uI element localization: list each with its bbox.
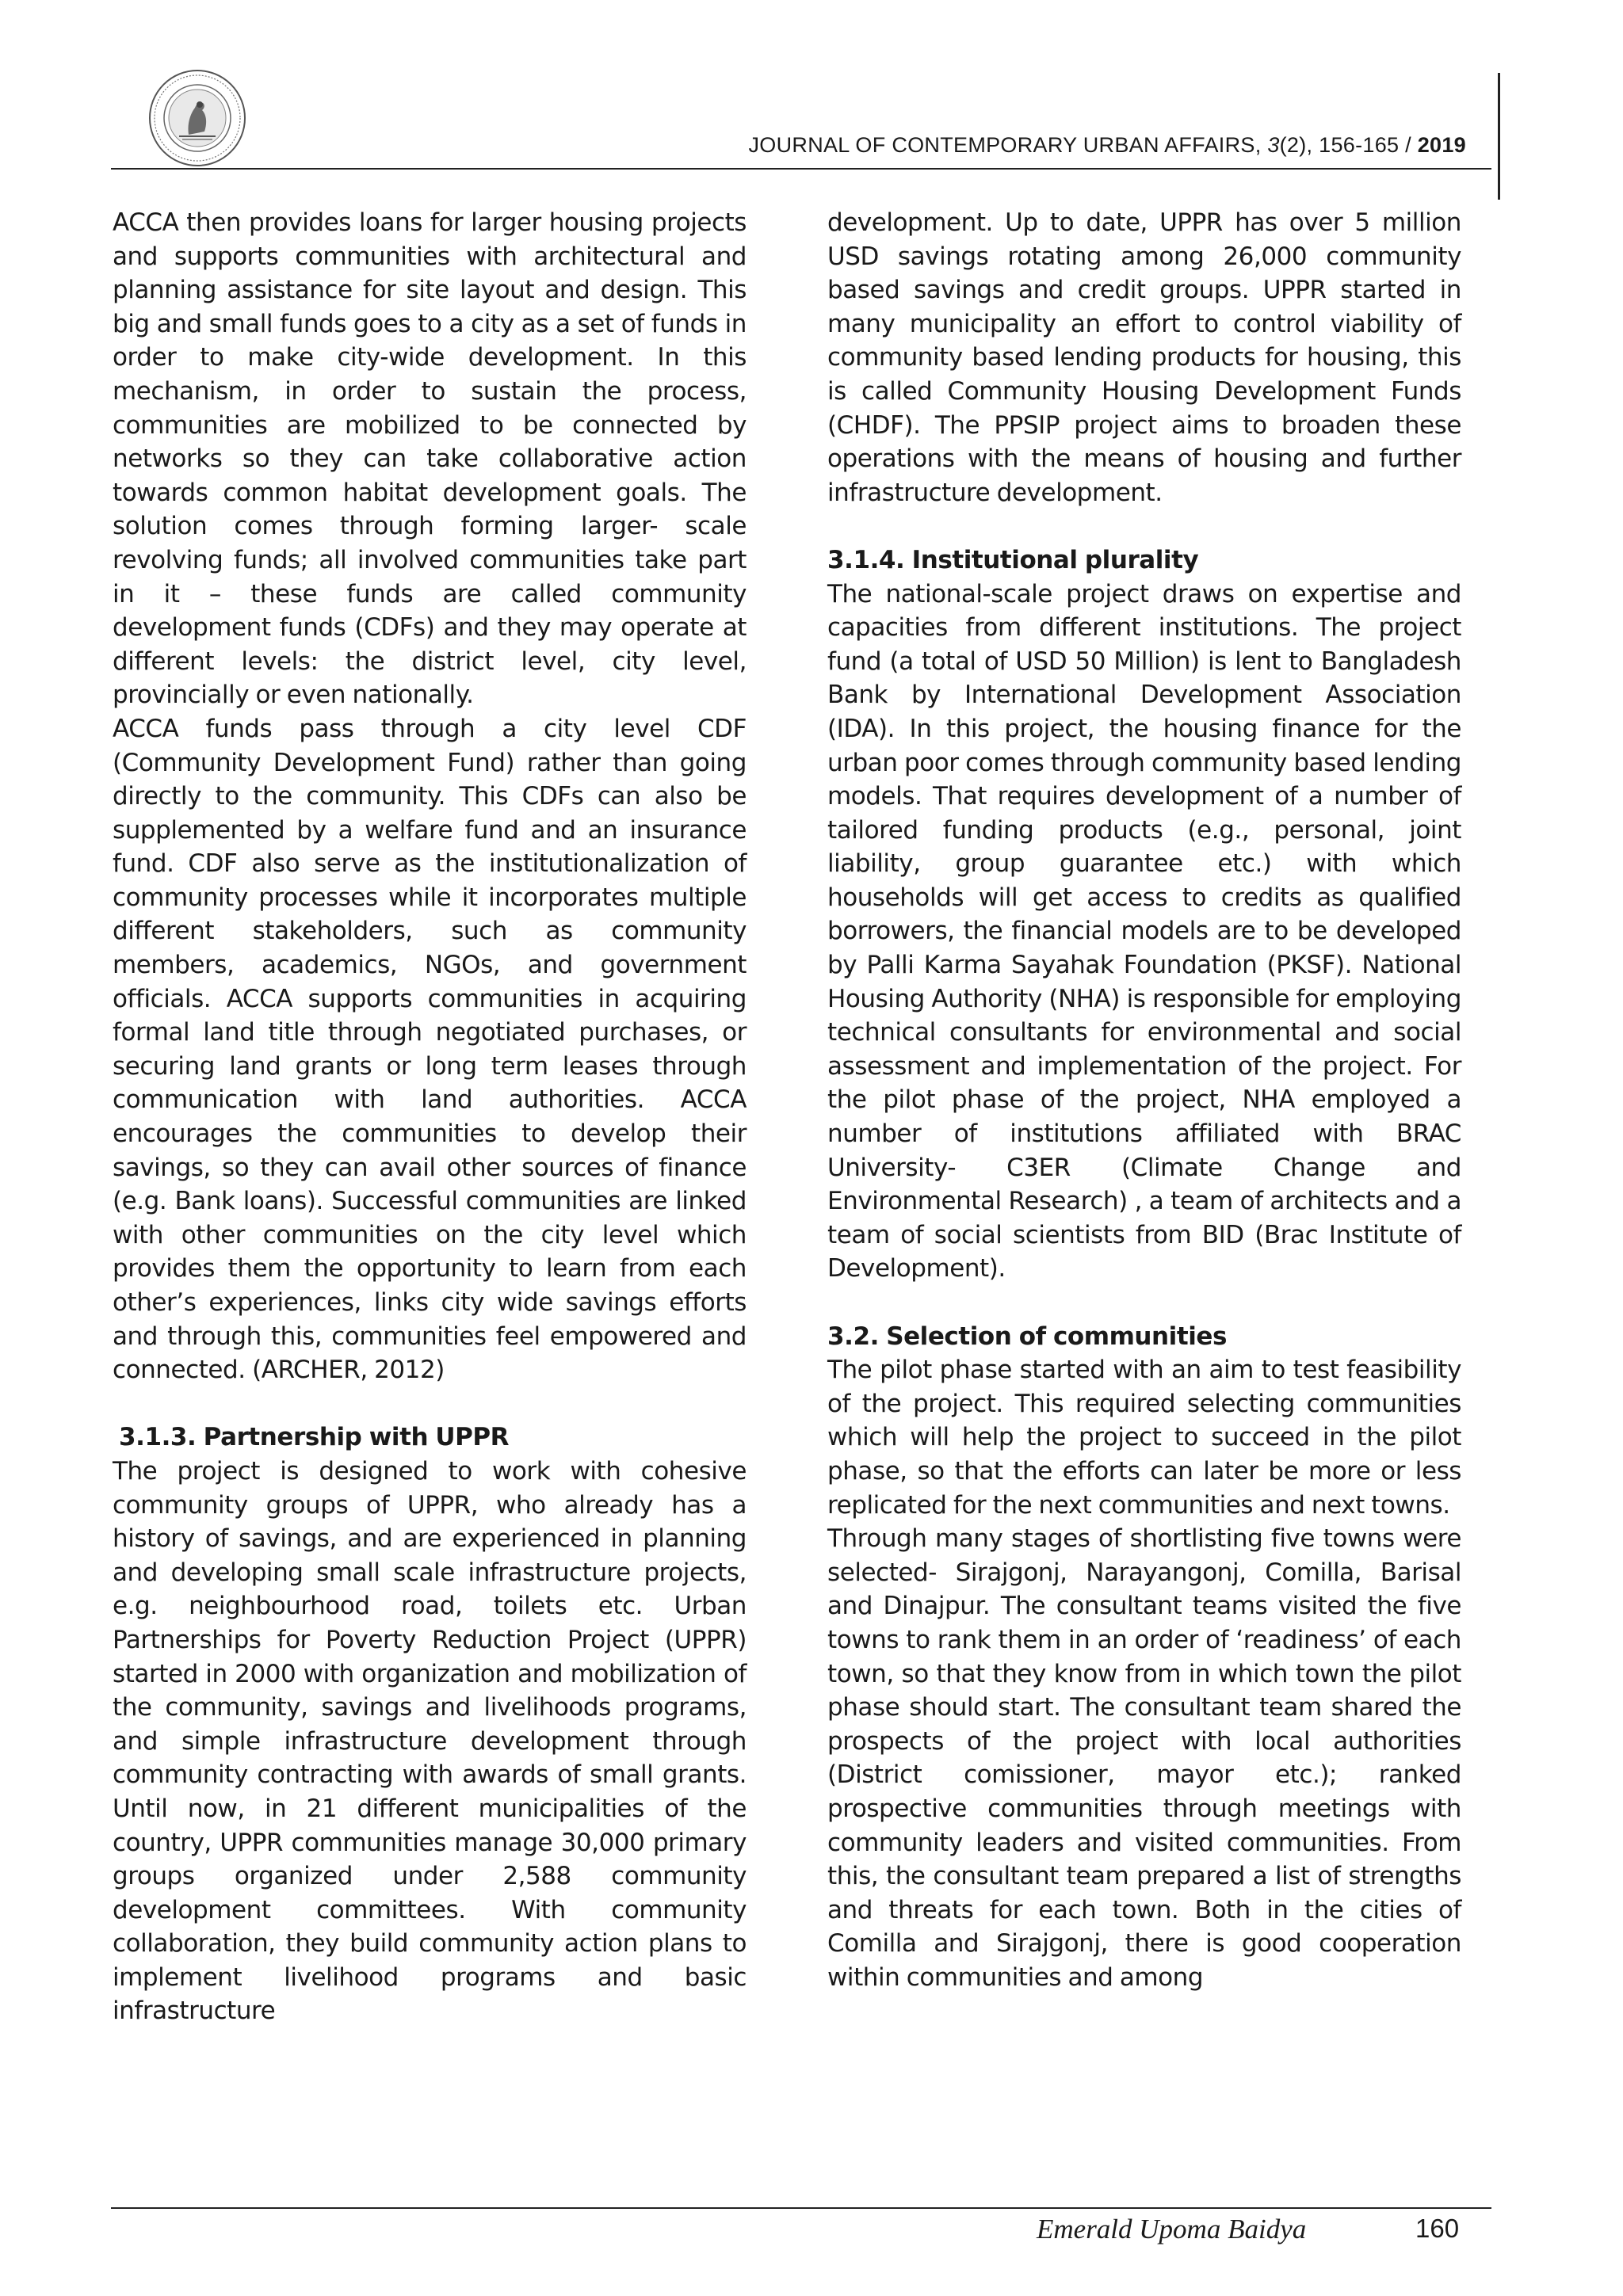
header-divider: [111, 168, 1491, 170]
paragraph-gap: [113, 1387, 747, 1421]
paragraph-pilot-phase: The pilot phase started with an aim to test feasibility of the project. This required selecting communities which will help the project to succeed in the pilot phase, so that the efforts can later be more or less replicated for the next communities and next towns.: [827, 1356, 1461, 1520]
paragraph-uppr-savings: development. Up to date, UPPR has over 5 million USD savings rotating among 26,000 community based savings and credit groups. UPPR started in many municipality an effort to control viability of community based lending products for housing, this is called Community Housing Development Funds (CHDF). The PPSIP project aims to broaden these operations with the means of housing and further infrastructure development.: [827, 208, 1461, 507]
journal-issue-pages: (2), 156-165 /: [1279, 133, 1418, 157]
header-side-bar: [1498, 73, 1500, 200]
right-column: [827, 206, 1461, 1994]
heading-3-2: 3.2. Selection of communities: [827, 1322, 1227, 1351]
paragraph-acca-loans: ACCA then provides loans for larger housing projects and supports communities with architectural and planning assistance for site layout and design. This big and small funds goes to a city as a set of funds in order to make city-wide development. In this mechanism, in order to sustain the process, communities are mobilized to be connected by networks so they can take collaborative action towards common habitat development goals. The solution comes through forming larger- scale revolving funds; all involved communities take part in it – these funds are called community development funds (CDFs) and they may operate at different levels: the district level, city level, provincially or even nationally.: [113, 208, 747, 710]
journal-volume: 3: [1267, 133, 1280, 157]
journal-seal-logo: [147, 68, 247, 168]
journal-header: [749, 133, 1467, 158]
journal-name: JOURNAL OF CONTEMPORARY URBAN AFFAIRS,: [748, 133, 1268, 157]
paragraph-uppr-partnership: The project is designed to work with cohesive community groups of UPPR, who already has a history of savings, and are experienced in planning and developing small scale infrastructure projects, e.g. neighbourhood road, toilets etc. Urban Partnerships for Poverty Reduction Project (UPPR) started in 2000 with organization and mobilization of the community, savings and livelihoods programs, and simple infrastructure development through community contracting with awards of small grants. Until now, in 21 different municipalities of the country, UPPR communities manage 30,000 primary groups organized under 2,588 community development committees. With community collaboration, they build community action plans to implement livelihood programs and basic infrastructure: [113, 1456, 747, 2026]
paragraph-shortlisting: Through many stages of shortlisting five towns were selected- Sirajgonj, Narayangonj, Comilla, Barisal and Dinajpur. The consultant teams visited the five towns to rank them in an order of ‘readiness’ of each town, so that they know from in which town the pilot phase should start. The consultant team shared the prospects of the project with local authorities (District comissioner, mayor etc.); ranked prospective communities through meetings with community leaders and visited communities. From this, the consultant team prepared a list of strengths and threats for each town. Both in the cities of Comilla and Sirajgonj, there is good cooperation within communities and among: [827, 1524, 1461, 1992]
footer-author: Emerald Upoma Baidya: [1037, 2214, 1307, 2245]
footer-divider: [111, 2207, 1491, 2209]
heading-3-1-3: 3.1.3. Partnership with UPPR: [119, 1423, 510, 1452]
paragraph-gap: [827, 509, 1461, 543]
paragraph-institutional-plurality: The national-scale project draws on expertise and capacities from different institutions. The project fund (a total of USD 50 Million) is lent to Bangladesh Bank by International Development Association (IDA). In this project, the housing finance for the urban poor comes through community based lending models. That requires development of a number of tailored funding products (e.g., personal, joint liability, group guarantee etc.) with which households will get access to credits as qualified borrowers, the financial models are to be developed by Palli Karma Sayahak Foundation (PKSF). National Housing Authority (NHA) is responsible for employing technical consultants for environmental and social assessment and implementation of the project. For the pilot phase of the project, NHA employed a number of institutions affiliated with BRAC University- C3ER (Climate Change and Environmental Research) , a team of architects and a team of social scientists from BID (Brac Institute of Development).: [827, 579, 1461, 1283]
heading-3-1-4: 3.1.4. Institutional plurality: [827, 545, 1199, 574]
page-number: 160: [1415, 2214, 1460, 2243]
left-column: [113, 206, 747, 2028]
paragraph-gap: [827, 1286, 1461, 1320]
journal-year: 2019: [1417, 133, 1466, 157]
paragraph-acca-funds: ACCA funds pass through a city level CDF (Community Development Fund) rather than going directly to the community. This CDFs can also be supplemented by a welfare fund and an insurance fund. CDF also serve as the institutionalization of community processes while it incorporates multiple different stakeholders, such as community members, academics, NGOs, and government officials. ACCA supports communities in acquiring formal land title through negotiated purchases, or securing land grants or long term leases through communication with land authorities. ACCA encourages the communities to develop their savings, so they can avail other sources of finance (e.g. Bank loans). Successful communities are linked with other communities on the city level which provides them the opportunity to learn from each other’s experiences, links city wide savings efforts and through this, communities feel empowered and connected. (ARCHER, 2012): [113, 714, 747, 1385]
